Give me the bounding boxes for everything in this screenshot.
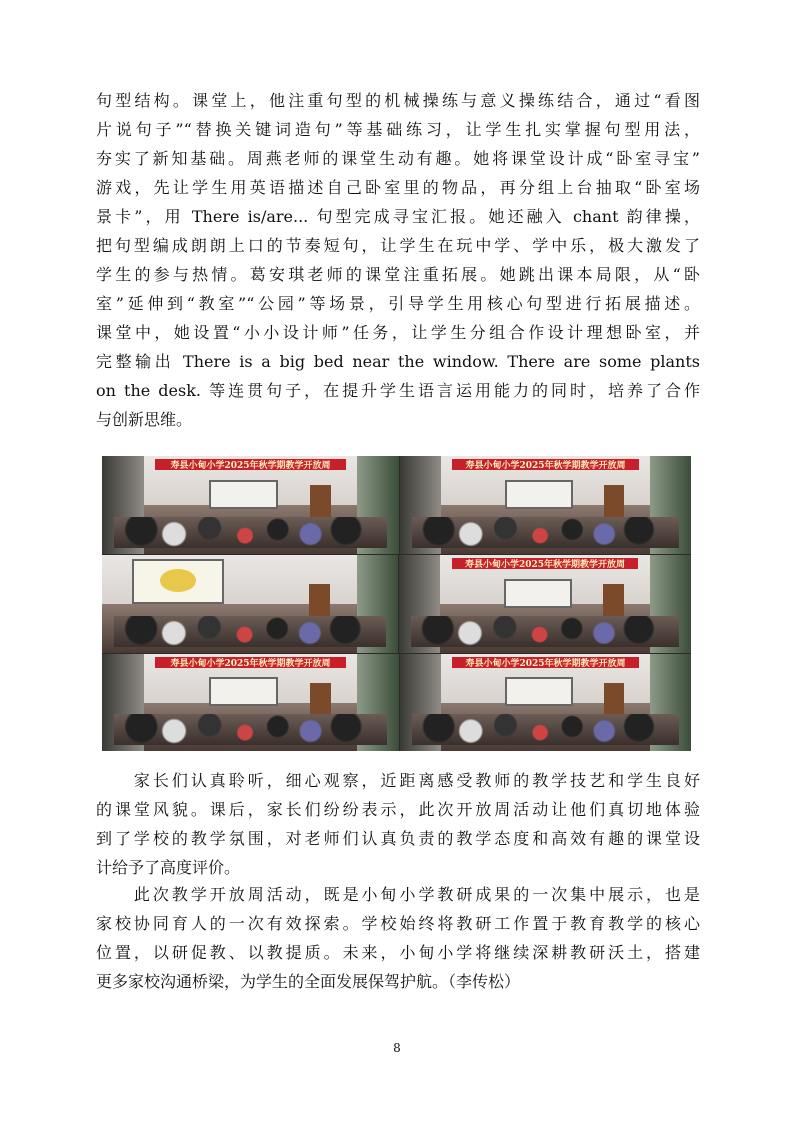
text-line: 此次教学开放周活动，既是小甸小学教研成果的一次集中展示，也是 [96,885,700,904]
projector-screen [132,559,225,604]
projector-screen [209,677,278,706]
classroom-photo-collage [102,456,691,751]
text-line: 完整输出 There is a big bed near the window. There are some plants [96,352,700,371]
classroom-photo [400,456,691,554]
page-number: 8 [393,1041,401,1055]
text-line: 学生的参与热情。葛安琪老师的课堂注重拓展。她跳出课本局限，从“卧 [96,265,700,284]
text-line: 计给予了高度评价。 [96,858,241,877]
text-line: 室”延伸到“教室”“公园”等场景，引导学生用核心句型进行拓展描述。 [96,294,700,313]
classroom-photo [399,555,691,653]
photo-banner: 寿县小甸小学2025年秋学期教学开放周 [452,459,638,470]
text-line: 游戏，先让学生用英语描述自己卧室里的物品，再分组上台抽取“卧室场 [96,178,700,197]
classroom-photo [102,456,399,554]
classroom-photo [400,654,691,751]
classroom-photo [102,555,398,653]
audience [114,616,386,647]
text-line: 更多家校沟通桥梁，为学生的全面发展保驾护航。（李传松） [96,972,521,991]
text-line: 位置，以研促教、以教提质。未来，小甸小学将继续深耕教研沃土，搭建 [96,943,700,962]
audience [412,517,680,548]
photo-banner: 寿县小甸小学2025年秋学期教学开放周 [155,657,345,668]
photo-banner: 寿县小甸小学2025年秋学期教学开放周 [452,657,638,668]
text-line: 与创新思维。 [96,410,193,429]
paragraph-classroom-description [96,86,700,434]
text-line: 夯实了新知基础。周燕老师的课堂生动有趣。她将课堂设计成“卧室寻宝” [96,149,700,168]
text-line: 到了学校的教学氛围，对老师们认真负责的教学态度和高效有趣的课堂设 [96,829,700,848]
projector-screen [504,579,572,608]
audience [412,714,680,745]
text-line: 把句型编成朗朗上口的节奏短句，让学生在玩中学、学中乐，极大激发了 [96,236,700,255]
text-line: 景卡”，用 There is/are... 句型完成寻宝汇报。她还融入 chant 韵律操， [96,207,700,226]
paragraph-conclusion [96,880,700,996]
text-line: 课堂中，她设置“小小设计师”任务，让学生分组合作设计理想卧室，并 [96,323,700,342]
projector-screen [505,480,573,509]
audience [411,616,680,647]
audience [114,714,387,745]
photo-banner: 寿县小甸小学2025年秋学期教学开放周 [155,459,345,470]
text-line: on the desk. 等连贯句子，在提升学生语言运用能力的同时，培养了合作 [96,381,700,400]
classroom-photo [102,654,399,751]
text-line: 家校协同育人的一次有效探索。学校始终将教研工作置于教育教学的核心 [96,914,700,933]
projector-screen [209,480,278,509]
text-line: 句型结构。课堂上，他注重句型的机械操练与意义操练结合，通过“看图 [96,91,700,110]
text-line: 的课堂风貌。课后，家长们纷纷表示，此次开放周活动让他们真切地体验 [96,800,700,819]
audience [114,517,387,548]
paragraph-parents-feedback [96,766,700,882]
text-line: 片说句子”“替换关键词造句”等基础练习，让学生扎实掌握句型用法， [96,120,700,139]
photo-banner: 寿县小甸小学2025年秋学期教学开放周 [452,558,639,569]
projector-screen [505,677,573,706]
text-line: 家长们认真聆听，细心观察，近距离感受教师的教学技艺和学生良好 [96,771,700,790]
